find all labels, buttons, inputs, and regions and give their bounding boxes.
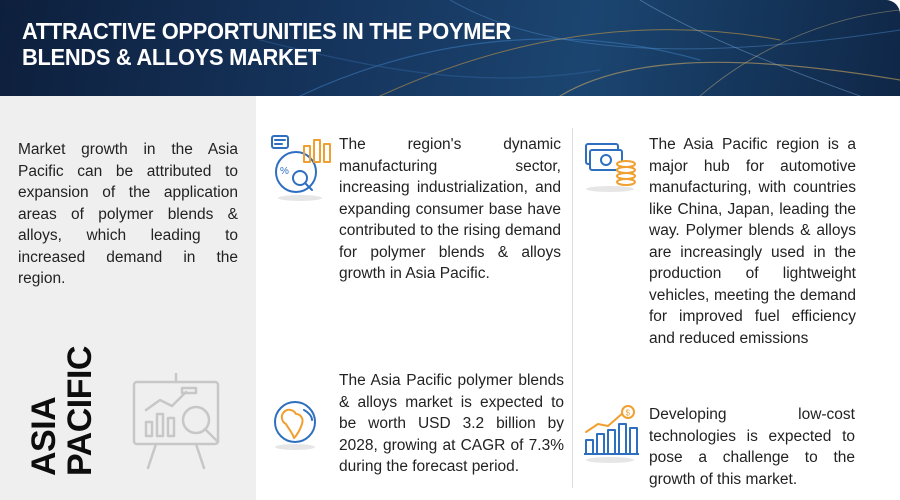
item-text-manufacturing: The region's dynamic manufacturing sector, increasing industrialization, and expanding consumer base have contributed to the rising demand for polymer blends & alloys growth in Asia Pacific. [339, 136, 561, 282]
globe-icon [270, 398, 322, 452]
header-banner [0, 0, 900, 96]
market-analysis-icon [270, 132, 334, 204]
column-divider [572, 128, 573, 488]
region-summary: Market growth in the Asia Pacific can be attributed to expansion of the application areas of polymer blends & alloys, which leading to increased demand in the region. [18, 141, 238, 287]
money-stack-icon [582, 134, 640, 194]
growth-chart-icon [582, 404, 640, 464]
svg-text:$: $ [625, 408, 630, 418]
item-text-automotive: The Asia Pacific region is a major hub for automotive manufacturing, with countries like China, Japan, leading the way. Polymer blends & alloys are increasingly used in the production of lightweight vehicles, meeting the demand for improved fuel efficiency and reduced emissions [649, 136, 856, 347]
item-text-market-value: The Asia Pacific polymer blends & alloys market is expected to be worth USD 3.2 billion by 2028, growing at CAGR of 7.3% during the forecast period. [339, 372, 564, 475]
region-label: ASIA PACIFIC [25, 346, 99, 476]
analytics-board-icon [126, 372, 230, 476]
svg-text:%: % [280, 166, 289, 177]
item-text-challenge: Developing low-cost technologies is expected to pose a challenge to the growth of this market. [649, 406, 855, 488]
page-title: ATTRACTIVE OPPORTUNITIES IN THE POYMER BLENDS & ALLOYS MARKET [22, 18, 511, 70]
